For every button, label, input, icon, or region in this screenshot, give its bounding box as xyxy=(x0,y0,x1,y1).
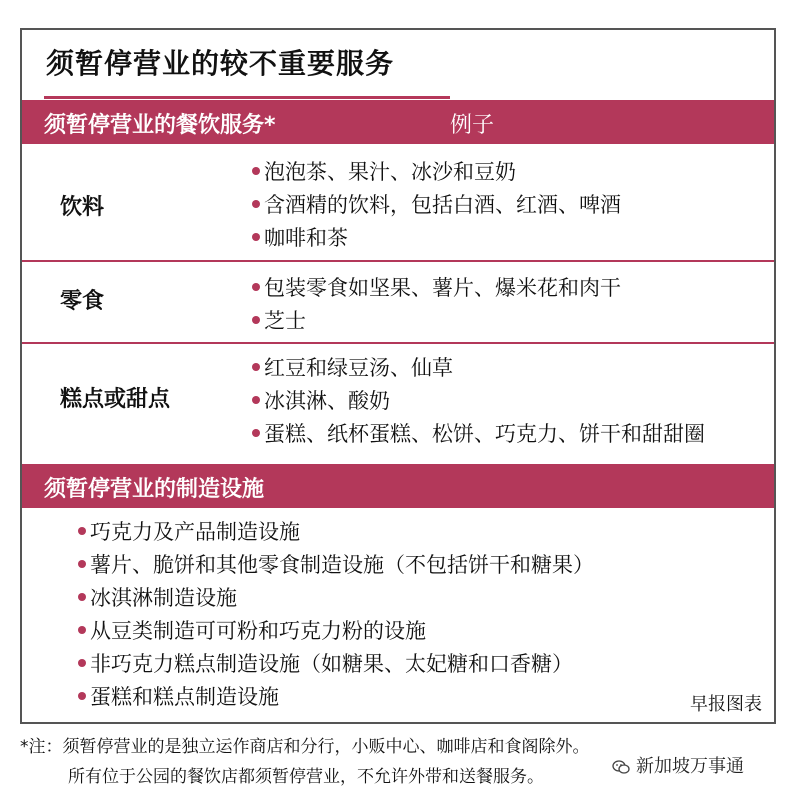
bullet-dot-icon xyxy=(252,200,260,208)
list-item: 蛋糕、纸杯蛋糕、松饼、巧克力、饼干和甜甜圈 xyxy=(252,418,705,451)
bullet-dot-icon xyxy=(252,429,260,437)
source-credit: 早报图表 xyxy=(690,694,762,715)
category-label: 零食 xyxy=(60,289,105,314)
fnb-header-bar xyxy=(22,100,774,144)
bullet-dot-icon xyxy=(78,692,86,700)
manufacturing-header-label: 须暂停营业的制造设施 xyxy=(44,477,265,502)
list-item: 冰淇淋制造设施 xyxy=(78,582,594,615)
list-item: 泡泡茶、果汁、冰沙和豆奶 xyxy=(252,156,621,189)
bullet-dot-icon xyxy=(252,316,260,324)
category-desserts xyxy=(22,342,774,464)
bullet-dot-icon xyxy=(78,659,86,667)
list-item: 非巧克力糕点制造设施（如糖果、太妃糖和口香糖） xyxy=(78,648,594,681)
bullet-dot-icon xyxy=(252,396,260,404)
category-items xyxy=(252,352,705,451)
example-column-label: 例子 xyxy=(450,113,495,138)
bullet-dot-icon xyxy=(78,626,86,634)
category-label: 饮料 xyxy=(60,195,105,220)
watermark-text: 新加坡万事通 xyxy=(636,756,744,777)
list-item: 巧克力及产品制造设施 xyxy=(78,516,594,549)
info-table xyxy=(20,28,776,724)
bullet-dot-icon xyxy=(78,593,86,601)
bullet-dot-icon xyxy=(252,233,260,241)
bullet-dot-icon xyxy=(252,167,260,175)
list-item: 从豆类制造可可粉和巧克力粉的设施 xyxy=(78,615,594,648)
wechat-icon xyxy=(612,759,630,775)
list-item: 芝士 xyxy=(252,305,621,338)
bullet-dot-icon xyxy=(252,283,260,291)
category-items xyxy=(252,156,621,255)
list-item: 红豆和绿豆汤、仙草 xyxy=(252,352,705,385)
fnb-header-label: 须暂停营业的餐饮服务* xyxy=(44,113,276,138)
main-title: 须暂停营业的较不重要服务 xyxy=(46,47,395,80)
list-item: 蛋糕和糕点制造设施 xyxy=(78,681,594,714)
watermark xyxy=(612,752,744,778)
footnote-line-1: *注：须暂停营业的是独立运作商店和分行，小贩中心、咖啡店和食阁除外。 xyxy=(20,737,590,757)
category-snacks xyxy=(22,260,774,342)
footnote-line-2: 所有位于公园的餐饮店都须暂停营业，不允许外带和送餐服务。 xyxy=(68,767,544,787)
list-item: 包装零食如坚果、薯片、爆米花和肉干 xyxy=(252,272,621,305)
bullet-dot-icon xyxy=(78,527,86,535)
manufacturing-header-bar xyxy=(22,464,774,508)
bullet-dot-icon xyxy=(252,363,260,371)
manufacturing-list xyxy=(78,516,594,714)
list-item: 咖啡和茶 xyxy=(252,222,621,255)
bullet-dot-icon xyxy=(78,560,86,568)
category-label: 糕点或甜点 xyxy=(60,387,171,412)
list-item: 含酒精的饮料，包括白酒、红酒、啤酒 xyxy=(252,189,621,222)
category-drinks xyxy=(22,144,774,260)
list-item: 冰淇淋、酸奶 xyxy=(252,385,705,418)
title-underline xyxy=(44,96,450,99)
category-items xyxy=(252,272,621,338)
footnote xyxy=(20,732,590,792)
list-item: 薯片、脆饼和其他零食制造设施（不包括饼干和糖果） xyxy=(78,549,594,582)
